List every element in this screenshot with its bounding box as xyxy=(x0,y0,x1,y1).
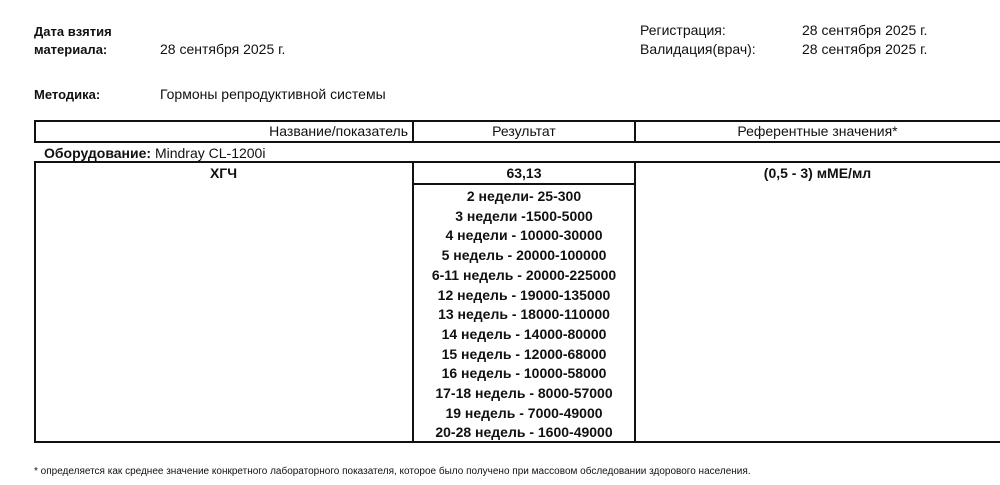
list-item: 14 недель - 14000-80000 xyxy=(441,325,607,342)
column-header-reference: Референтные значения* xyxy=(737,123,898,139)
list-item: 16 недель - 10000-58000 xyxy=(441,365,607,382)
result-cell-bottom-border xyxy=(413,183,635,185)
sample-date-label-line1: Дата взятия xyxy=(34,24,112,39)
column-header-name: Название/показатель xyxy=(269,123,408,139)
list-item: 6-11 недель - 20000-225000 xyxy=(431,266,617,283)
column-divider-2-body xyxy=(634,161,636,443)
equipment-row-bottom-border xyxy=(34,161,1000,163)
list-item: 19 недель - 7000-49000 xyxy=(445,404,603,421)
registration-value: 28 сентября 2025 г. xyxy=(802,22,928,38)
reference-value: (0,5 - 3) мМЕ/мл xyxy=(763,165,872,181)
validation-label: Валидация(врач): xyxy=(640,41,756,57)
table-border-left-body xyxy=(34,161,36,443)
column-header-result: Результат xyxy=(492,123,556,139)
table-border-left-header xyxy=(34,120,36,142)
validation-value: 28 сентября 2025 г. xyxy=(802,41,928,57)
list-item: 15 недель - 12000-68000 xyxy=(441,345,607,362)
method-label: Методика: xyxy=(34,87,101,102)
table-border-top xyxy=(34,120,1000,122)
footnote: * определяется как среднее значение конкретного лабораторного показателя, которое было получено при массовом обследовании здорового населения. xyxy=(34,466,751,477)
analyte-name: ХГЧ xyxy=(209,165,238,181)
registration-label: Регистрация: xyxy=(640,22,726,38)
list-item: 5 недель - 20000-100000 xyxy=(441,247,607,264)
method-value: Гормоны репродуктивной системы xyxy=(160,86,386,102)
list-item: 12 недель - 19000-135000 xyxy=(437,286,611,303)
sample-date-label-line2: материала: xyxy=(34,42,108,57)
pregnancy-ranges-list xyxy=(414,187,634,443)
list-item: 20-28 недель - 1600-49000 xyxy=(435,424,613,441)
result-value: 63,13 xyxy=(506,165,542,181)
equipment-row xyxy=(44,145,265,161)
sample-date-value: 28 сентября 2025 г. xyxy=(160,41,286,57)
equipment-value: Mindray CL-1200i xyxy=(154,145,266,161)
list-item: 4 недели - 10000-30000 xyxy=(445,227,603,244)
list-item: 17-18 недель - 8000-57000 xyxy=(435,385,613,402)
list-item: 3 недели -1500-5000 xyxy=(455,207,593,224)
table-header-bottom-border xyxy=(34,141,1000,143)
results-table xyxy=(34,120,1000,443)
list-item: 13 недель - 18000-110000 xyxy=(438,306,610,323)
equipment-label: Оборудование: xyxy=(44,145,152,161)
list-item: 2 недели- 25-300 xyxy=(466,188,582,204)
